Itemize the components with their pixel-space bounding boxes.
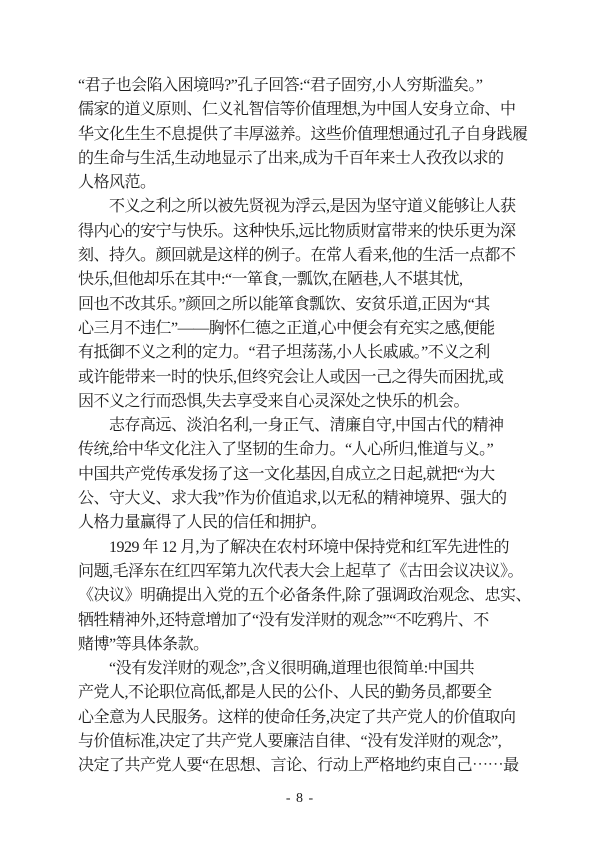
- paragraph: [78, 195, 548, 414]
- text-line: 刻、持久。颜回就是这样的例子。在常人看来,他的生活一点都不: [78, 247, 516, 265]
- text-line: 心三月不违仁”——胸怀仁德之正道,心中便会有充实之感,便能: [78, 319, 495, 337]
- page-footer: [0, 789, 600, 807]
- text-line: 中国共产党传承发扬了这一文化基因,自成立之日起,就把“为大: [78, 465, 495, 483]
- text-line: 问题,毛泽东在红四军第九次代表大会上起草了《古田会议决议》。: [78, 562, 524, 580]
- text-line: 有抵御不义之利的定力。“君子坦荡荡,小人长戚戚。”不义之利: [78, 344, 490, 362]
- text-line: 华文化生生不息提供了丰厚滋养。这些价值理想通过孔子自身践履: [78, 125, 528, 143]
- text-line: 与价值标准,决定了共产党人要廉洁自律、“没有发洋财的观念”,: [78, 733, 502, 751]
- text-line: 传统,给中华文化注入了坚韧的生命力。“人心所归,惟道与义。”: [78, 441, 494, 459]
- paragraph: [78, 414, 548, 535]
- paragraph: [78, 657, 548, 778]
- text-line: 人格力量赢得了人民的信任和拥护。: [78, 514, 327, 532]
- text-line: 因不义之行而恐惧,失去享受来自心灵深处之快乐的机会。: [78, 392, 470, 410]
- text-line: 产党人,不论职位高低,都是人民的公仆、人民的勤务员,都要全: [78, 684, 492, 702]
- text-line: 得内心的安宁与快乐。这种快乐,远比物质财富带来的快乐更为深: [78, 222, 516, 240]
- text-line: 1929 年 12 月,为了解决在农村环境中保持党和红军先进性的: [109, 538, 510, 556]
- text-line: 决定了共产党人要“在思想、言论、行动上严格地约束自己⋯⋯最: [78, 757, 519, 775]
- text-line: 人格风范。: [78, 174, 156, 192]
- text-line: 不义之利之所以被先贤视为浮云,是因为坚守道义能够让人获: [109, 198, 516, 216]
- text-line: 公、守大义、求大我”作为价值追求,以无私的精神境界、强大的: [78, 490, 507, 508]
- text-line: 志存高远、淡泊名利,一身正气、清廉自守,中国古代的精神: [109, 417, 504, 435]
- text-line: “没有发洋财的观念”,含义很明确,道理也很简单:中国共: [109, 660, 475, 678]
- document-body: [78, 74, 548, 779]
- text-line: 心全意为人民服务。这样的使命任务,决定了共产党人的价值取向: [78, 708, 516, 726]
- paragraph: [78, 74, 548, 195]
- text-line: 《决议》明确提出入党的五个必备条件,除了强调政治观念、忠实、: [78, 587, 532, 605]
- page-number: - 8 -: [285, 791, 315, 806]
- text-line: “君子也会陷入困境吗?”孔子回答:“君子固穷,小人穷斯滥矣。”: [78, 77, 483, 94]
- text-line: 牺牲精神外,还特意增加了“没有发洋财的观念”“不吃鸦片、不: [78, 611, 489, 629]
- text-line: 儒家的道义原则、仁义礼智信等价值理想,为中国人安身立命、中: [78, 101, 516, 119]
- text-line: 赌博”等具体条款。: [78, 635, 209, 653]
- paragraph: [78, 536, 548, 657]
- text-line: 快乐,但他却乐在其中:“一箪食,一瓢饮,在陋巷,人不堪其忧,: [78, 271, 463, 289]
- text-line: 回也不改其乐。”颜回之所以能箪食瓢饮、安贫乐道,正因为“其: [78, 295, 490, 313]
- text-line: 的生命与生活,生动地显示了出来,成为千百年来士人孜孜以求的: [78, 149, 504, 167]
- text-line: 或许能带来一时的快乐,但终究会让人或因一己之得失而困扰,或: [78, 368, 504, 386]
